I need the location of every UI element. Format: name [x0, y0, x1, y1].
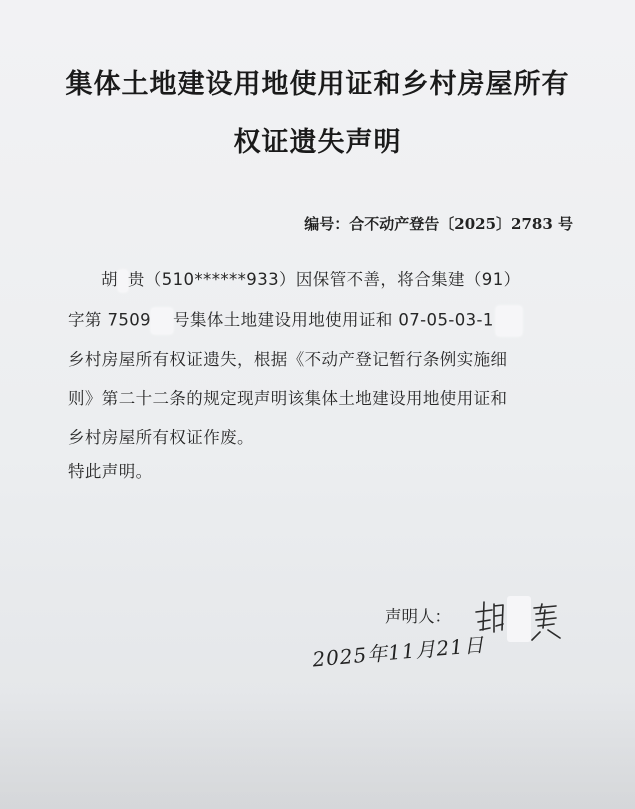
- handwritten-signature: [470, 594, 570, 644]
- handwritten-date: 2025年11月21日: [311, 632, 486, 672]
- redaction-mark: [496, 306, 522, 336]
- title-line-1: 集体土地建设用地使用证和乡村房屋所有: [65, 69, 570, 100]
- body-line-1-text: 贵（510******933）因保管不善，将合集建（91）: [127, 270, 521, 289]
- body-line-6: 特此声明。: [68, 462, 153, 481]
- declarant-label: 声明人：: [385, 607, 451, 626]
- surname: 胡: [101, 270, 118, 289]
- body-line-4: 则》第二十二条的规定现声明该集体土地建设用地使用证和: [68, 389, 508, 408]
- body-line-2: [68, 306, 522, 336]
- redaction-mark: [507, 596, 531, 642]
- title-line-2: 权证遗失声明: [233, 127, 402, 158]
- paper-shadow: [0, 689, 635, 809]
- body-line-3: 乡村房屋所有权证遗失，根据《不动产登记暂行条例实施细: [68, 350, 508, 369]
- body-line-2-text: 号集体土地建设用地使用证和 07-05-03-1: [173, 310, 494, 330]
- redaction-mark: [118, 270, 128, 292]
- certificate-prefix: 字第 7509: [68, 310, 152, 330]
- body-line-5: 乡村房屋所有权证作废。: [68, 428, 254, 447]
- redaction-mark: [151, 308, 173, 334]
- document-number: 编号：合不动产登告〔2025〕2783 号: [304, 215, 573, 233]
- body-line-1: [101, 266, 521, 292]
